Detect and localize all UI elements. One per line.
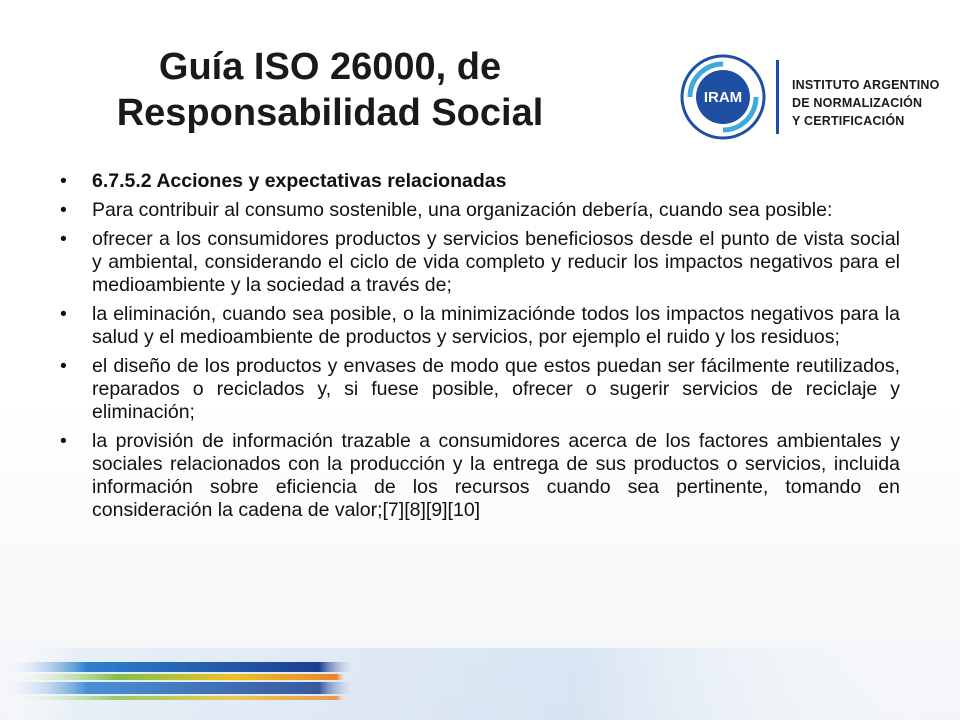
slide-title	[60, 44, 600, 136]
bullet-item	[60, 303, 900, 349]
seal-text: IRAM	[703, 89, 743, 106]
bullet-text: el diseño de los productos y envases de modo que estos puedan ser fácilmente reutilizados, reparados o reciclados y, si fuese posible, ofrecer o sugerir servicios de reciclaje y eliminación;	[92, 355, 900, 423]
footer-decorative-band	[0, 648, 960, 720]
bullet-item	[60, 170, 900, 193]
iram-logo	[680, 48, 940, 144]
title-line-2: Responsabilidad Social	[116, 92, 544, 134]
logo-line-2: DE NORMALIZACIÓN	[792, 96, 923, 110]
bullet-list	[60, 170, 900, 528]
bullet-dot: •	[60, 228, 67, 250]
logo-line-3: Y CERTIFICACIÓN	[792, 114, 905, 128]
bullet-text: 6.7.5.2 Acciones y expectativas relacionadas	[92, 170, 507, 192]
bullet-dot: •	[60, 355, 67, 377]
bullet-text: la eliminación, cuando sea posible, o la minimizacióndе todos los impactos negativos para la salud y el medioambiente de productos y servicios, por ejemplo el ruido y los residuos;	[92, 303, 900, 348]
logo-text	[792, 76, 940, 130]
iram-seal-icon	[680, 54, 766, 140]
bullet-item	[60, 228, 900, 297]
bullet-text: Para contribuir al consumo sostenible, una organización debería, cuando sea posible:	[92, 199, 833, 221]
title-line-1: Guía ISO 26000, de	[158, 46, 502, 88]
bullet-dot: •	[60, 199, 67, 221]
bullet-item	[60, 355, 900, 424]
bullet-dot: •	[60, 430, 67, 452]
bullet-item	[60, 430, 900, 522]
bullet-dot: •	[60, 303, 67, 325]
bullet-text: ofrecer a los consumidores productos y servicios beneficiosos desde el punto de vista social y ambiental, considerando el ciclo de vida completo y reducir los impactos negativos para el medioambiente y la sociedad a través de;	[92, 228, 900, 296]
bullet-text: la provisión de información trazable a consumidores acerca de los factores ambientales y sociales relacionados con la producción y la entrega de sus productos o servicios, incluida información sobre eficiencia de los recursos cuando sea pertinente, tomando en consideración la cadena de valor;[7][8][9][10]	[92, 430, 900, 521]
logo-divider	[776, 60, 779, 134]
bullet-item	[60, 199, 900, 222]
bullet-dot: •	[60, 170, 67, 192]
logo-line-1: INSTITUTO ARGENTINO	[792, 78, 940, 92]
